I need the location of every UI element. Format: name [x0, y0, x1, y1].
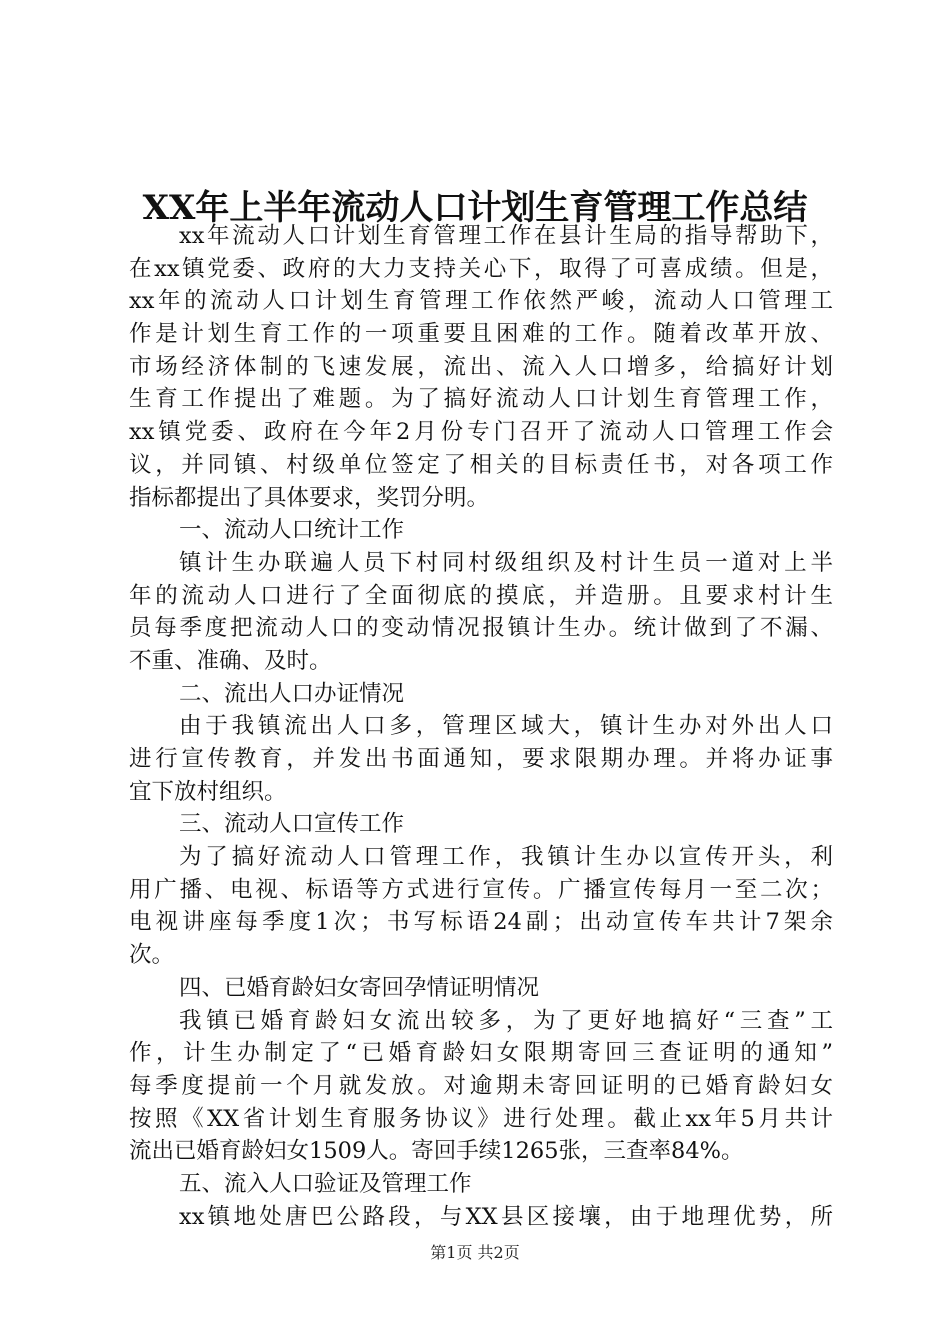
paragraph-line: 由于我镇流出人口多，管理区域大，镇计生办对外出人口 [179, 713, 833, 740]
paragraph-line: 员每季度把流动人口的变动情况报镇计生办。统计做到了不漏、 [129, 615, 833, 642]
paragraph-line: 宜下放村组织。 [129, 778, 287, 805]
paragraph-line: 流出已婚育龄妇女1509人。寄回手续1265张，三查率84%。 [129, 1138, 744, 1165]
paragraph-line: 作是计划生育工作的一项重要且困难的工作。随着改革开放、 [129, 321, 833, 348]
paragraph-line: 生育工作提出了难题。为了搞好流动人口计划生育管理工作， [129, 386, 833, 413]
paragraph-line: 次。 [129, 942, 175, 969]
paragraph-line: 镇计生办联遍人员下村同村级组织及村计生员一道对上半 [179, 549, 833, 576]
section-heading: 三、流动人口宣传工作 [179, 811, 405, 838]
paragraph-line: 指标都提出了具体要求，奖罚分明。 [129, 484, 490, 511]
page-footer: 第1页 共2页 [430, 1243, 520, 1262]
paragraph-line: 用广播、电视、标语等方式进行宣传。广播宣传每月一至二次； [129, 876, 833, 903]
paragraph-line: 不重、准确、及时。 [129, 647, 332, 674]
paragraph-line: xx镇地处唐巴公路段，与XX县区接壤，由于地理优势，所 [179, 1203, 833, 1230]
paragraph-line: 作，计生办制定了“已婚育龄妇女限期寄回三查证明的通知” [129, 1040, 833, 1067]
section-heading: 四、已婚育龄妇女寄回孕情证明情况 [179, 974, 540, 1001]
document-title: XX年上半年流动人口计划生育管理工作总结 [142, 188, 808, 228]
paragraph-line: 议，并同镇、村级单位签定了相关的目标责任书，对各项工作 [129, 451, 833, 478]
paragraph-line: 年的流动人口进行了全面彻底的摸底，并造册。且要求村计生 [129, 582, 833, 609]
section-heading: 五、流入人口验证及管理工作 [179, 1170, 472, 1197]
paragraph-line: 电视讲座每季度1次；书写标语24副；出动宣传车共计7架余 [129, 909, 833, 936]
paragraph-line: 我镇已婚育龄妇女流出较多，为了更好地搞好“三查”工 [179, 1007, 833, 1034]
section-heading: 二、流出人口办证情况 [179, 680, 405, 707]
paragraph-line: 在xx镇党委、政府的大力支持关心下，取得了可喜成绩。但是， [129, 255, 833, 282]
paragraph-line: xx镇党委、政府在今年2月份专门召开了流动人口管理工作会 [129, 419, 833, 446]
paragraph-line: 进行宣传教育，并发出书面通知，要求限期办理。并将办证事 [129, 746, 833, 772]
paragraph-line: xx年的流动人口计划生育管理工作依然严峻，流动人口管理工 [129, 288, 833, 315]
paragraph-line: xx年流动人口计划生育管理工作在县计生局的指导帮助下， [179, 223, 833, 249]
document-body [129, 220, 833, 1233]
paragraph-line: 市场经济体制的飞速发展，流出、流入人口增多，给搞好计划 [129, 353, 833, 380]
paragraph-line: 为了搞好流动人口管理工作，我镇计生办以宣传开头，利 [179, 844, 833, 871]
section-heading: 一、流动人口统计工作 [179, 517, 405, 544]
paragraph-line: 按照《XX省计划生育服务协议》进行处理。截止xx年5月共计 [129, 1105, 833, 1132]
paragraph-line: 每季度提前一个月就发放。对逾期未寄回证明的已婚育龄妇女 [129, 1072, 833, 1099]
